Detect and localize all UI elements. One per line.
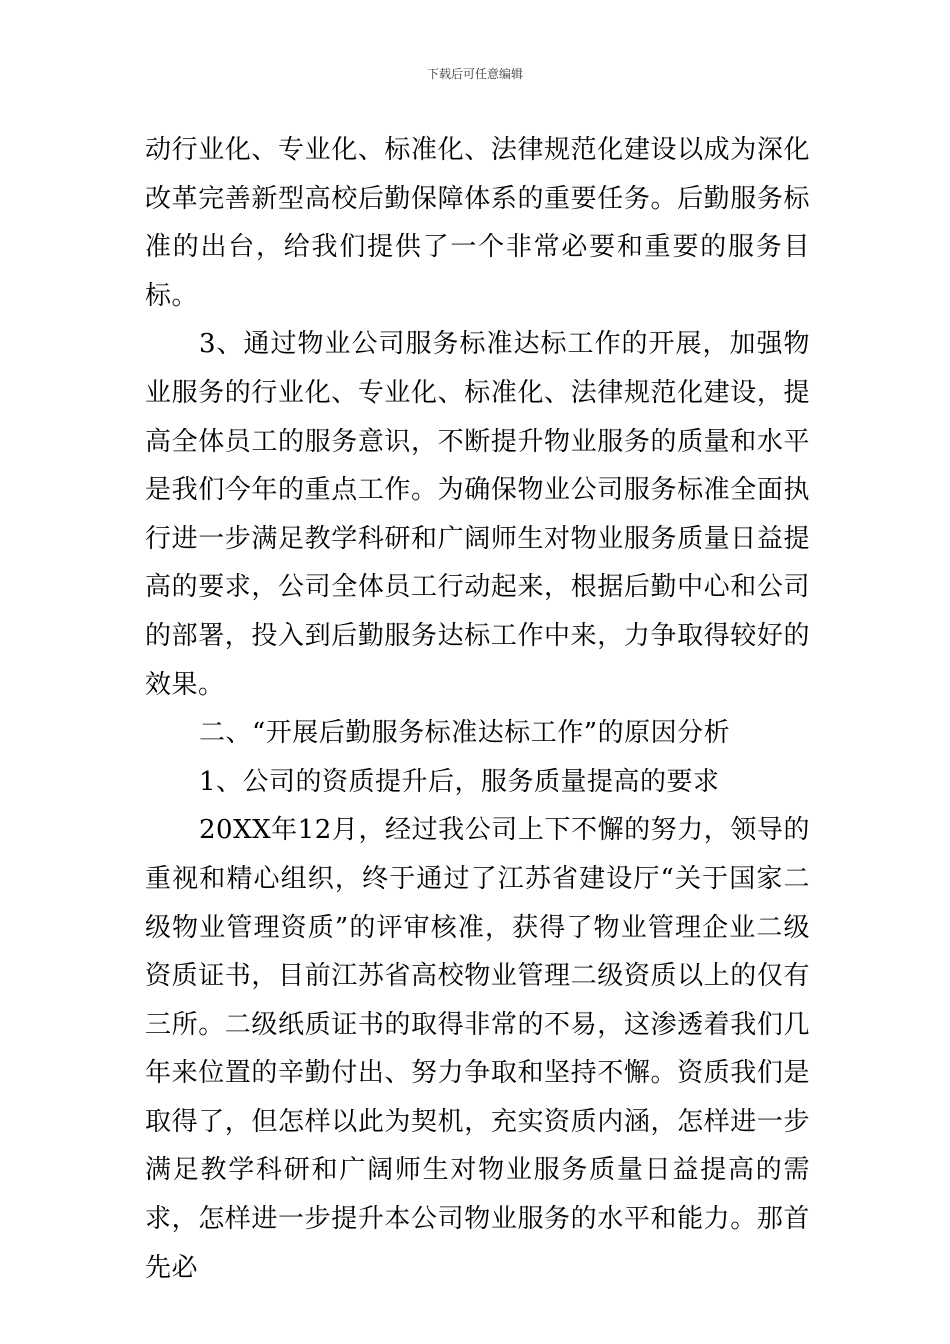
section-heading-2: 二、“开展后勤服务标准达标工作”的原因分析 [199,718,731,749]
paragraph-qualification: 20XX年12月，经过我公司上下不懈的努力，领导的重视和精心组织，终于通过了江苏省建设厅“关于国家二级物业管理资质”的评审核准，获得了物业管理企业二级资质证书，目前江苏省高校物业管理二级资质以上的仅有三所。二级纸质证书的取得非常的不易，这渗透着我们几年来位置的辛勤付出、努力争取和坚持不懈。资质我们是取得了，但怎样以此为契机，充实资质内涵，怎样进一步满足教学科研和广阔师生对物业服务质量日益提高的需求，怎样进一步提升本公司物业服务的水平和能力。那首先必 [145,815,810,1283]
page-header-note: 下载后可任意编辑 [426,67,523,81]
paragraph-continuation: 动行业化、专业化、标准化、法律规范化建设以成为深化改革完善新型高校后勤保障体系的重要任务。后勤服务标准的出台，给我们提供了一个非常必要和重要的服务目标。 [145,135,810,311]
subsection-heading-1: 1、公司的资质提升后，服务质量提高的要求 [199,766,720,797]
paragraph-item-3: 3、通过物业公司服务标准达标工作的开展，加强物业服务的行业化、专业化、标准化、法律规范化建设，提高全体员工的服务意识，不断提升物业服务的质量和水平是我们今年的重点工作。为确保物业公司服务标准全面执行进一步满足教学科研和广阔师生对物业服务质量日益提高的要求，公司全体员工行动起来，根据后勤中心和公司的部署，投入到后勤服务达标工作中来，力争取得较好的效果。 [145,329,810,700]
document-body [145,126,810,1292]
